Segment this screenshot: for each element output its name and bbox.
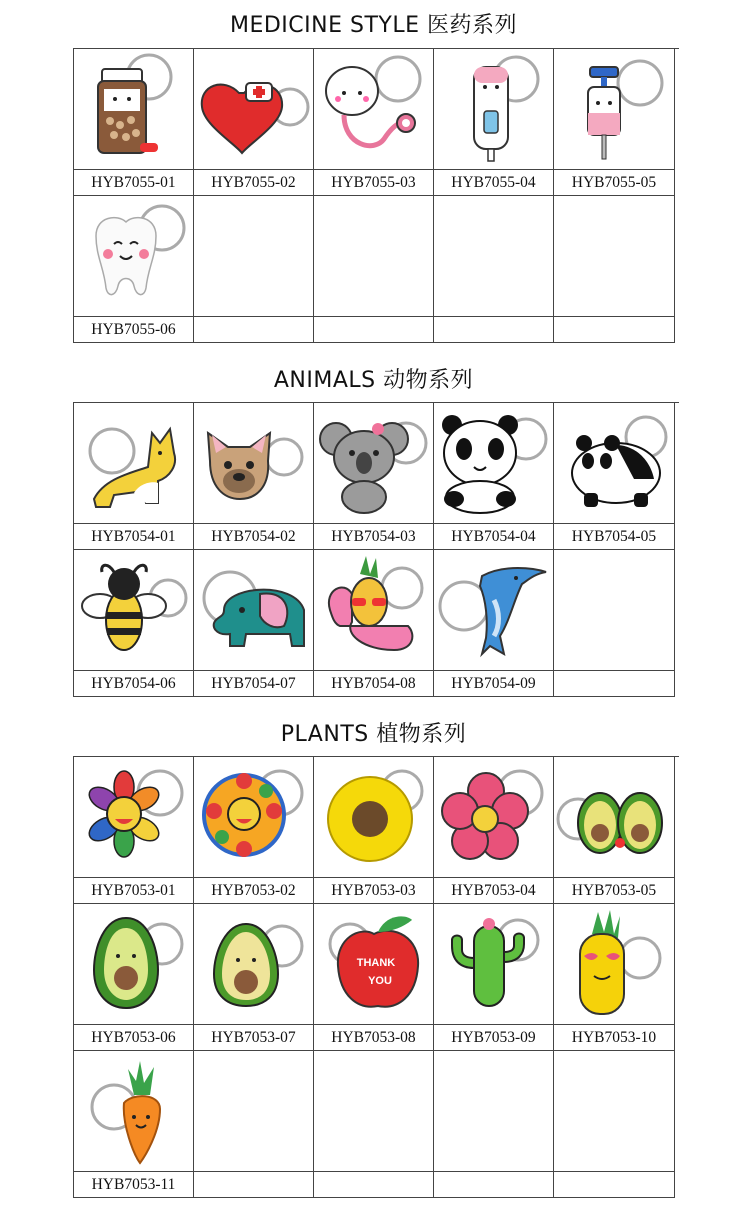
product-code: HYB7055-04: [451, 174, 536, 191]
rainbow-flower-icon: [74, 757, 193, 878]
product-cell: [554, 904, 675, 1051]
tooth-icon: [74, 196, 193, 317]
product-code: HYB7054-05: [571, 528, 657, 545]
product-code: HYB7054-06: [91, 675, 176, 692]
product-code: HYB7053-08: [331, 1029, 416, 1046]
carrot-icon: [74, 1051, 193, 1172]
product-code: HYB7054-09: [451, 675, 536, 692]
product-cell: [74, 403, 194, 550]
elephant-icon: [194, 550, 313, 671]
empty-cell: [194, 196, 314, 343]
product-code: HYB7054-03: [331, 528, 416, 545]
product-cell: [74, 49, 194, 196]
smiling-flower-icon: [194, 757, 313, 878]
empty-cell: [434, 1051, 554, 1198]
empty-cell: [194, 1051, 314, 1198]
table-row: [74, 757, 679, 904]
product-cell: [74, 196, 194, 343]
medicine-grid: [73, 48, 679, 343]
product-code: HYB7053-02: [211, 882, 296, 899]
product-code: HYB7055-05: [571, 174, 657, 191]
product-cell: [314, 403, 434, 550]
product-code: HYB7054-02: [211, 528, 296, 545]
product-cell: [554, 757, 675, 904]
empty-cell: [554, 550, 675, 697]
avocado-half-icon: [194, 904, 313, 1025]
product-cell: [314, 904, 434, 1051]
product-cell: [314, 49, 434, 196]
apple-text-line1: THANK: [356, 957, 396, 969]
avocado-couple-icon: [554, 757, 674, 878]
product-cell: [74, 1051, 194, 1198]
product-cell: [194, 49, 314, 196]
avocado-icon: [74, 904, 193, 1025]
table-row: [74, 904, 679, 1051]
product-code: HYB7053-01: [91, 882, 176, 899]
cactus-icon: [434, 904, 553, 1025]
product-cell: [434, 550, 554, 697]
bee-icon: [74, 550, 193, 671]
product-cell: [434, 757, 554, 904]
product-code: HYB7055-06: [91, 321, 176, 338]
product-cell: [74, 757, 194, 904]
table-row: [74, 1051, 679, 1198]
apple-thank-you-icon: [314, 904, 433, 1025]
sunflower-icon: [314, 757, 433, 878]
table-row: [74, 550, 679, 697]
empty-cell: [554, 1051, 675, 1198]
product-cell: [554, 403, 675, 550]
section-title-plants: PLANTS 植物系列: [280, 722, 467, 747]
plants-grid: [73, 756, 679, 1198]
pineapple-icon: [554, 904, 674, 1025]
product-code: HYB7055-03: [331, 174, 416, 191]
apple-text-line2: YOU: [368, 975, 392, 987]
product-cell: [554, 49, 675, 196]
product-cell: [194, 403, 314, 550]
product-code: HYB7053-11: [91, 1176, 176, 1193]
empty-cell: [554, 196, 675, 343]
product-cell: [314, 757, 434, 904]
section-title-animals: ANIMALS 动物系列: [273, 368, 474, 393]
walking-panda-icon: [554, 403, 674, 524]
nurse-heart-icon: [194, 49, 313, 170]
product-code: HYB7053-09: [451, 1029, 536, 1046]
product-code: HYB7054-07: [211, 675, 296, 692]
product-cell: [194, 904, 314, 1051]
pill-bottle-icon: [74, 49, 193, 170]
product-cell: [194, 757, 314, 904]
product-cell: [194, 550, 314, 697]
product-code: HYB7053-07: [211, 1029, 296, 1046]
french-bulldog-icon: [194, 403, 313, 524]
product-code: HYB7053-04: [451, 882, 536, 899]
flamingo-pineapple-icon: [314, 550, 433, 671]
pink-flower-icon: [434, 757, 553, 878]
empty-cell: [314, 1051, 434, 1198]
product-code: HYB7053-06: [91, 1029, 176, 1046]
product-code: HYB7053-05: [571, 882, 657, 899]
product-code: HYB7055-02: [211, 174, 296, 191]
product-cell: [74, 550, 194, 697]
corgi-icon: [74, 403, 193, 524]
dolphin-icon: [434, 550, 553, 671]
section-title-medicine: MEDICINE STYLE 医药系列: [229, 13, 517, 38]
iv-bag-icon: [434, 49, 553, 170]
product-code: HYB7053-03: [331, 882, 416, 899]
product-cell: [434, 403, 554, 550]
product-cell: [434, 49, 554, 196]
product-code: HYB7054-04: [451, 528, 536, 545]
table-row: [74, 49, 679, 196]
product-code: HYB7054-01: [91, 528, 176, 545]
product-cell: [434, 904, 554, 1051]
product-code: HYB7054-08: [331, 675, 416, 692]
product-cell: [74, 904, 194, 1051]
stethoscope-icon: [314, 49, 433, 170]
syringe-icon: [554, 49, 674, 170]
table-row: [74, 403, 679, 550]
product-code: HYB7055-01: [91, 174, 176, 191]
product-code: HYB7053-10: [571, 1029, 657, 1046]
animals-grid: [73, 402, 679, 697]
sitting-panda-icon: [434, 403, 553, 524]
koala-icon: [314, 403, 433, 524]
empty-cell: [434, 196, 554, 343]
product-cell: [314, 550, 434, 697]
empty-cell: [314, 196, 434, 343]
table-row: [74, 196, 679, 343]
